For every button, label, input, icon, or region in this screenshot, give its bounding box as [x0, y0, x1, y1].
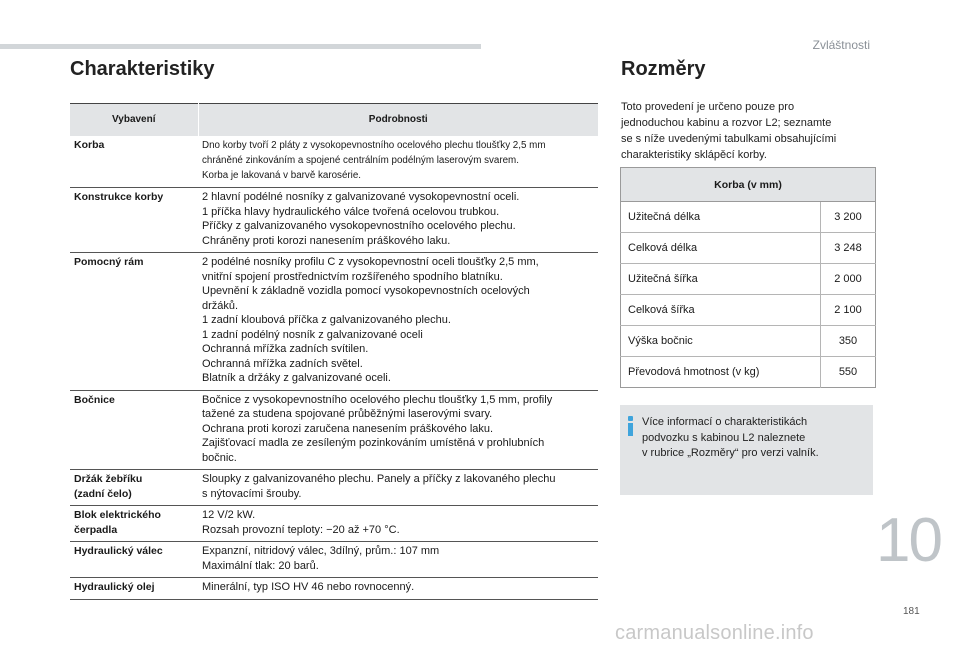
row-detail	[198, 253, 598, 391]
dimension-label: Užitečná délka	[621, 202, 821, 233]
page-title-charakteristiky: Charakteristiky	[70, 58, 215, 80]
dimension-value: 2 100	[821, 295, 876, 326]
table-header-row	[70, 104, 598, 137]
dimension-value: 3 248	[821, 233, 876, 264]
table-row	[621, 264, 876, 295]
row-detail	[198, 542, 598, 578]
row-key	[70, 506, 198, 542]
dimension-label: Převodová hmotnost (v kg)	[621, 357, 821, 388]
row-key: Hydraulický válec	[70, 542, 198, 578]
detail-line: Sloupky z galvanizovaného plechu. Panely a příčky z lakovaného plechu	[202, 473, 556, 485]
detail-line: Ochranná mřížka zadních svítilen.	[202, 343, 369, 355]
detail-line: s nýtovacími šrouby.	[202, 487, 302, 500]
characteristics-table	[70, 103, 598, 600]
detail-line: Dno korby tvoří 2 pláty z vysokopevnostního ocelového plechu tloušťky 2,5 mm	[202, 140, 546, 151]
info-text	[642, 415, 819, 462]
detail-line: chráněné zinkováním a spojené centrálním podélným laserovým svarem.	[202, 155, 519, 166]
page-title-rozmery: Rozměry	[621, 58, 706, 80]
intro-line: charakteristiky sklápěcí korby.	[621, 149, 767, 161]
row-key: Konstrukce korby	[70, 188, 198, 253]
dimension-label: Užitečná šířka	[621, 264, 821, 295]
row-detail	[198, 136, 598, 188]
chapter-number: 10	[876, 506, 941, 575]
detail-line: 1 zadní podélný nosník z galvanizované oceli	[202, 328, 423, 341]
key-line: Blok elektrického	[74, 509, 161, 521]
table-row	[70, 506, 598, 542]
info-line: v rubrice „Rozměry“ pro verzi valník.	[642, 447, 819, 459]
detail-line: 12 V/2 kW.	[202, 509, 256, 521]
table-row	[70, 136, 598, 188]
detail-line: tažené za studena spojované průběžnými laserovými svary.	[202, 408, 493, 420]
section-label: Zvláštnosti	[812, 38, 870, 52]
detail-line: bočnic.	[202, 451, 237, 464]
column-header-podrobnosti: Podrobnosti	[198, 104, 598, 137]
table-row	[70, 188, 598, 253]
detail-line: Rozsah provozní teploty: −20 až +70 °C.	[202, 523, 400, 536]
dimension-label: Výška bočnic	[621, 326, 821, 357]
key-line: Držák žebříku	[74, 473, 143, 485]
dimension-value: 3 200	[821, 202, 876, 233]
info-line: podvozku s kabinou L2 naleznete	[642, 431, 806, 444]
detail-line: 2 hlavní podélné nosníky z galvanizované vysokopevnostní oceli.	[202, 191, 520, 203]
row-detail	[198, 390, 598, 470]
table-header-row	[621, 168, 876, 202]
top-rule	[0, 44, 481, 49]
key-line: (zadní čelo)	[74, 487, 132, 500]
intro-line: se s níže uvedenými tabulkami obsahujícími	[621, 133, 837, 145]
detail-line: Blatník a držáky z galvanizované oceli.	[202, 372, 391, 384]
info-icon	[627, 416, 634, 436]
key-line: čerpadla	[74, 523, 118, 536]
page-number: 181	[903, 606, 920, 617]
dimension-label: Celková šířka	[621, 295, 821, 326]
table-row	[621, 326, 876, 357]
info-box	[620, 405, 873, 495]
row-key: Hydraulický olej	[70, 578, 198, 600]
table-row	[70, 578, 598, 600]
dimension-value: 2 000	[821, 264, 876, 295]
row-key	[70, 470, 198, 506]
detail-line: Zajišťovací madla ze zesíleným pozinkováním umístěná v prohlubních	[202, 437, 545, 449]
detail-line: Korba je lakovaná v barvě karosérie.	[202, 170, 362, 181]
detail-line: Maximální tlak: 20 barů.	[202, 559, 319, 572]
intro-line: jednoduchou kabinu a rozvor L2; seznamte	[621, 117, 832, 129]
row-key: Korba	[70, 136, 198, 188]
intro-line: Toto provedení je určeno pouze pro	[621, 101, 795, 113]
table-row	[621, 202, 876, 233]
row-detail	[198, 188, 598, 253]
detail-line: 1 zadní kloubová příčka z galvanizovaného plechu.	[202, 314, 451, 326]
dimensions-table	[620, 167, 876, 388]
detail-line: Příčky z galvanizovaného vysokopevnostního ocelového plechu.	[202, 220, 516, 232]
table-row	[70, 542, 598, 578]
detail-line: Ochrana proti korozi zaručena nanesením práškového laku.	[202, 422, 494, 435]
detail-line: Ochranná mřížka zadních světel.	[202, 357, 363, 370]
detail-line: Expanzní, nitridový válec, 3dílný, prům.: 107 mm	[202, 545, 440, 557]
detail-line: Chráněny proti korozi nanesením práškového laku.	[202, 234, 451, 247]
row-detail	[198, 470, 598, 506]
column-header-vybaveni: Vybavení	[70, 104, 198, 137]
detail-line: Upevnění k základně vozidla pomocí vysokopevnostních ocelových	[202, 285, 530, 297]
row-detail	[198, 578, 598, 600]
detail-line: 1 příčka hlavy hydraulického válce tvořená ocelovou trubkou.	[202, 205, 500, 218]
row-key: Pomocný rám	[70, 253, 198, 391]
detail-line: držáků.	[202, 299, 239, 312]
detail-line: Minerální, typ ISO HV 46 nebo rovnocenný.	[202, 581, 415, 593]
info-line: Více informací o charakteristikách	[642, 416, 808, 428]
intro-paragraph	[621, 99, 871, 163]
watermark: carmanualsonline.info	[615, 622, 814, 644]
table-row	[621, 295, 876, 326]
table-row	[70, 253, 598, 391]
table-row	[621, 357, 876, 388]
detail-line: 2 podélné nosníky profilu C z vysokopevnostní oceli tloušťky 2,5 mm,	[202, 256, 539, 268]
row-key: Bočnice	[70, 390, 198, 470]
table-row	[70, 470, 598, 506]
detail-line: Bočnice z vysokopevnostního ocelového plechu tloušťky 1,5 mm, profily	[202, 393, 553, 406]
detail-line: vnitřní spojení prostřednictvím rozšířeného spodního blatníku.	[202, 270, 503, 283]
dimension-value: 350	[821, 326, 876, 357]
dimensions-header: Korba (v mm)	[621, 168, 876, 202]
row-detail	[198, 506, 598, 542]
dimension-label: Celková délka	[621, 233, 821, 264]
table-row	[70, 390, 598, 470]
table-row	[621, 233, 876, 264]
dimension-value: 550	[821, 357, 876, 388]
